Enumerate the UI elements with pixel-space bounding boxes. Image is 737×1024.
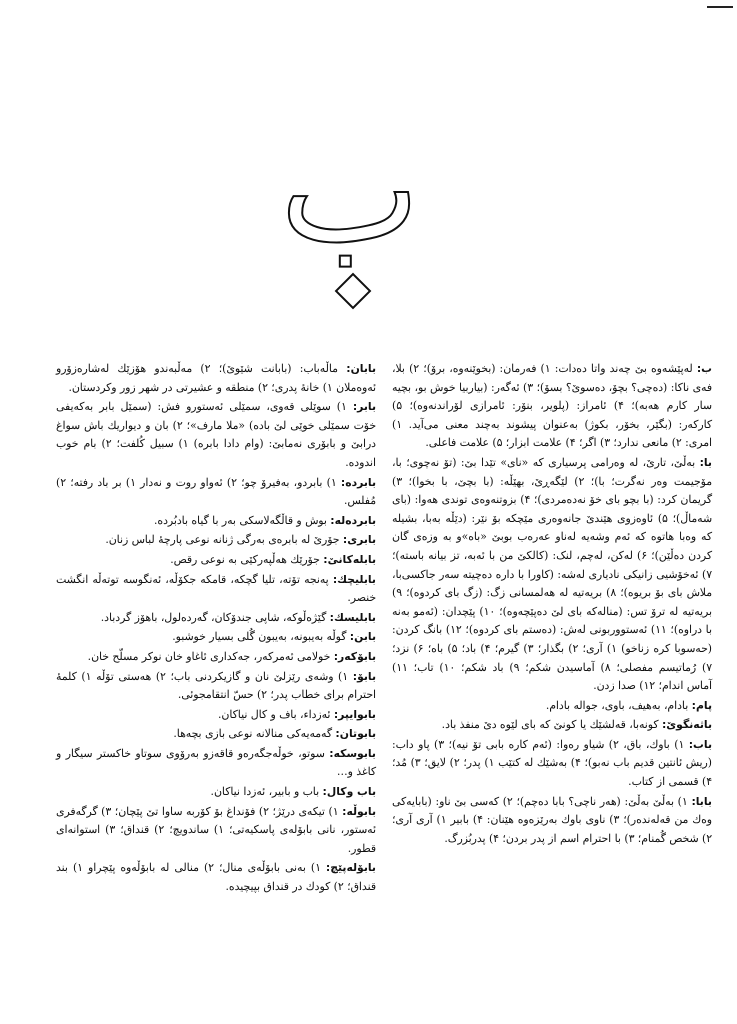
entry-definition: ۱) بابردو، بەفیرۆ چو؛ ۲) ئەواو روت و نەدار ۱) بر باد رفته؛ ۲) مُفلس. (56, 475, 376, 508)
dictionary-entry (56, 609, 376, 628)
dictionary-entry (56, 745, 376, 782)
entry-headword: بابۆکەر: (333, 649, 376, 663)
entry-headword: بابلیچك: (332, 572, 376, 586)
entry-definition: ۱) تیکەی درێژ؛ ۲) فۆنداغ بۆ کۆربە ساوا تێ پێچان؛ ۳) گرگەفری ئەستور، نانی بابۆلەی پاسکیەتی؛ ۱) ساندویچ؛ ۲) قنداق؛ ۳) استوانه‌ای قطور. (56, 804, 376, 855)
entry-headword: بابا: (691, 794, 712, 808)
entry-headword: بابۆلەپێچ: (325, 861, 376, 875)
dictionary-entry (56, 360, 376, 397)
entry-definition: جۆرێ لە بابرەی بەرگی ژنانە نوعی پارچهٔ لباس زنان. (105, 533, 340, 547)
dictionary-entry (56, 706, 376, 725)
dictionary-entry (392, 360, 712, 453)
entry-definition: پەنجە تۆتە، تلیا گچکە، قامکە جکۆڵە، ئەنگوسە توتەڵە انگشت خنصر. (56, 572, 376, 605)
entry-headword: باب وکال: (322, 785, 376, 799)
entry-headword: بابوڵە: (342, 804, 376, 818)
entry-definition: گەمەیەکی منالانە نوعی بازی بچه‌ها. (173, 727, 332, 741)
entry-headword: بابوتان: (335, 727, 376, 741)
entry-definition: باب و بابیر، ئەزدا ‌نیاکان. (210, 785, 320, 799)
dictionary-entry (56, 859, 376, 896)
dictionary-entry (56, 668, 376, 705)
dictionary-entry (56, 571, 376, 608)
entry-headword: باثەنگوێ: (661, 718, 712, 732)
entry-headword: بابری: (342, 533, 376, 547)
entry-definition: جۆرێك هەڵپەرکێی بە نوعی رقص. (170, 552, 320, 566)
entry-headword: بابوایپر: (333, 707, 376, 721)
dictionary-entry (56, 783, 376, 802)
dictionary-entry (56, 648, 376, 667)
dictionary-entry (392, 716, 712, 735)
dictionary-entry (56, 725, 376, 744)
dictionary-entry (56, 474, 376, 511)
dictionary-entry (56, 803, 376, 859)
entry-definition: ۱) باوك، باق، ۲) شیاو رەوا: (ئەم کارە بابی تۆ نیە)؛ ۳) پاو داب: (ریش ئانتین قدیم باب نەبو)؛ ۴) بەشێك لە كتێب ۱) پدر؛ ۲) لايق؛ ۳) مُد؛ ۴) قسمی از کتاب. (392, 737, 712, 789)
entry-definition: بەڵێ، تارێ، لە وەرامی پرسیاری کە «نای» تێدا بێ: (تۆ نەچوی؛ با، مۆجیمت وەر نەگرت؛ با)؛ ۲) لێگەڕێ، بهێڵە: (با بچێ، با بخوا)؛ ۳) گریمان کرد: (با بچو بای خۆ نەدەمردی)؛ ۴) بزوتنەوەی توندی هەوا: (بای شەماڵ)؛ ۵) ئاوەزوی هێندێ جانەوەری مێچکە بۆ نێر: (دێڵە بەبا، بشیلە کە وەبا هاتوە کە ئەم وشەیە لەناو عەرەب بوبێ «باه»و بە وزەی گان کردن دەڵێن)؛ ۶) لەکن، لەچم، لنک: (کالکێ من با ئەبە، تز بیانە باستە)؛ ۷) ئەخۆشیی زانیکی نادیاری لەشە: (کاورا با دارە دەچیتە سەر جاکسی‌با، ملاش بای بۆ بریوە)؛ ۸) بریەتیە لە هەلمسانی زگ: (زگ بای کردوە)؛ ۹) بریەتیە لە ترۆ تس: (منالەکە بای لێ دەپێچەوە)؛ ۱۰) پێچدان: (ئەمو بەنە با دراوە)؛ ۱۱) ئەستووربونی لەش: (دەستم بای کردوە)؛ ۱۲) بانگ کردن: (حەسوبا کرە زناخو) ۱) آری؛ ۲) بگذار؛ ۳) گیرم؛ ۴) باد؛ ۵) باه؛ ۶) نزد؛ ۷) رُماتیسم مفصلی؛ ۸) آماسیدن شکم؛ ۹) باد شکم؛ ۱۰) تاب؛ ۱۱) آماس اندام؛ ۱۲) صدا زدن. (392, 455, 713, 693)
dictionary-entry (392, 697, 712, 716)
entry-headword: پام: (691, 698, 712, 712)
dictionary-entry (392, 793, 712, 849)
entry-headword: بابرده‌له: (330, 513, 376, 527)
entry-headword: باب: (688, 737, 712, 751)
page-corner-mark (707, 6, 733, 8)
entry-headword: ب: (696, 362, 712, 375)
entry-headword: بابۆ: (352, 669, 376, 683)
entry-headword: بابر: (352, 400, 377, 414)
right-column (392, 360, 712, 849)
entry-headword: بابن: (349, 630, 376, 644)
entry-definition: ئەزداء، باف و کال ‌نیاکان. (217, 707, 331, 721)
entry-headword: بابلەکانێ: (323, 552, 376, 566)
diamond-icon (335, 273, 372, 310)
entry-headword: بابان: (346, 362, 376, 375)
entry-headword: بابلیسك: (329, 610, 376, 624)
entry-definition: بوش و قاڵگەلاسکی بەر با گیاه بادبُرده. (154, 513, 327, 527)
left-column (56, 360, 376, 898)
entry-definition: کونەبا، قەلشێك يا كونێ كە باى لێوە دێ منفذ باد. (441, 718, 659, 732)
dictionary-entry (56, 398, 376, 472)
entry-definition: ۱) بەڵێ بەڵێ: (هەر ناچی؟ بابا دەچم)؛ ۲) کەسی بێ ناو: (بابایەکی وەك من قەلەندەر)؛ ۳) ناوی باوك بەرێزەوە هێنان: ۴) بابیر ۱) آری آری؛ ۲) شخص گُمنام؛ ۳) با احترام اسم از پدر بردن؛ ۴) پدربُزرگ. (392, 794, 712, 845)
entry-definition: ۱) وشەی رێزلێ نان و گازیکردنی باب؛ ۲) هەستی تۆڵە ۱) کلمهٔ احترام برای خطاب پدر؛ ۲) حسّ انتقامجوئی. (56, 669, 376, 702)
section-letter-heading: ب (279, 103, 421, 277)
dictionary-entry (392, 736, 712, 792)
entry-definition: ۱) بەنی بابۆڵەی منال؛ ۲) منالی لە بابۆڵەوە پێچراو ۱) بند قنداق؛ ۲) کودك در قنداق بپیچیده. (56, 861, 376, 894)
dictionary-entry (56, 512, 376, 531)
entry-headword: بابوسكە: (329, 746, 376, 760)
entry-definition: سوتو، خوڵەجگەرەو قاقەزو بەرۆوی سوتاو خاکستر سیگار و کاغذ و… (56, 746, 376, 779)
dictionary-entry (392, 454, 712, 696)
entry-definition: ۱) سوێلی قەوی، سمێلی ئەستورو فش: (سمێل بابر بەکەیفی خۆت سمێلی خوێی لێ بادە) «ملا مارف»؛ ۲) بان و دیواریك باش سواغ درابێ و بابۆری نەمابێ: (وام دادا بابرە) ۱) سبیل کُلفت؛ ۲) بام خوب اندوده. (56, 400, 376, 469)
entry-definition: ماڵەباب: (بابانت شێوێ)؛ ۲) مەڵبەندو هۆزێك لەشارەزۆرو ئەوەملان ۱) خانهٔ پدری؛ ۲) منطقه و عشیرتی در شهر زور وکردستان. (56, 362, 376, 394)
entry-headword: با: (699, 455, 712, 469)
entry-definition: بادام، بەهیف، باوی، جوالە ‌بادام. (545, 698, 689, 712)
entry-definition: لەپێشەوە بێ چەند واتا دەدات: ۱) فەرمان: (بخوێنەوە، برۆ)؛ ۲) بلا، فەی ناکا: (دەچی؟ بچۆ، دەسوێ؟ بسۆ)؛ ۳) ئەگەر: (بیاربیا خوش بو، بچیە سار کارم هەبە)؛ ۴) ئامراز: (پلویر، بنۆر: ئامرازی لۆراندنەوە)؛ ۵) کارکەر: (بگێر، بخۆر، بکوژ) بەعنوان پیشوند بەچند معنی می‌آید. ۱) امری: ۲) مانعی ندارد؛ ۳) اگر؛ ۴) علامت ابزار؛ ۵) علامت فاعلی. (392, 362, 712, 450)
entry-definition: خولامی ئەمرکەر، جەکداری ئاغاو خان نوکر مسلّح خان. (87, 649, 331, 663)
dictionary-entry (56, 531, 376, 550)
dictionary-entry (56, 551, 376, 570)
entry-definition: گوڵە بەیبونە، بەیبون ‌گُلی بسیار خوشبو. (172, 630, 347, 644)
entry-definition: گێژەڵوکە، شاپی جندۆکان، گەردەلول، باهۆز گردباد. (100, 610, 327, 624)
entry-headword: بابرده: (340, 475, 377, 489)
dictionary-entry (56, 628, 376, 647)
